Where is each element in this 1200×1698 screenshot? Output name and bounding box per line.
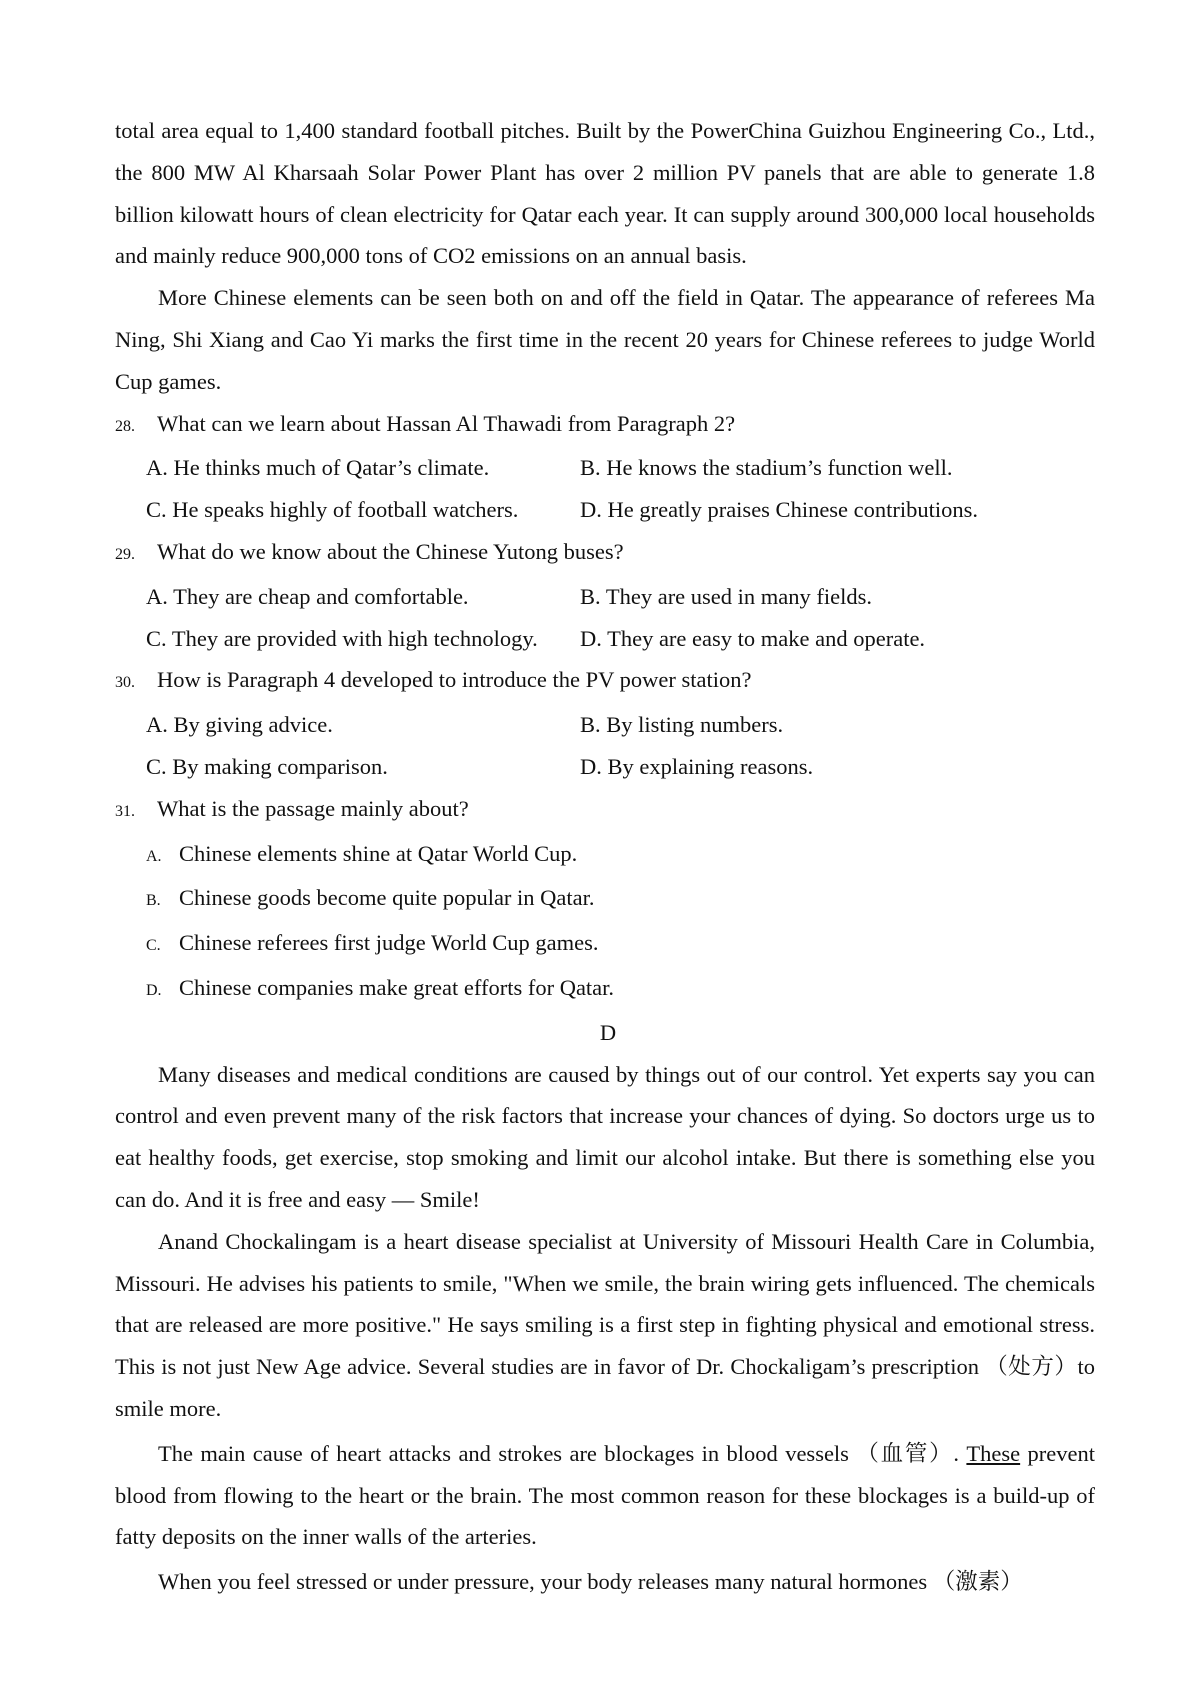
option-text: Chinese elements shine at Qatar World Cup. xyxy=(179,840,578,866)
option-c[interactable]: C. He speaks highly of football watchers. xyxy=(146,497,519,523)
question-30 xyxy=(115,659,1095,704)
option-d[interactable] xyxy=(146,967,1095,1012)
option-d[interactable]: D. He greatly praises Chinese contributions. xyxy=(580,497,979,523)
paragraph-referees: More Chinese elements can be seen both on and off the field in Qatar. The appearance of referees Ma Ning, Shi Xiang and Cao Yi marks the first time in the recent 20 years for Chinese referees to judge World Cup games. xyxy=(115,285,1095,394)
paragraph-heart-attacks xyxy=(115,1433,1095,1558)
option-d[interactable]: D. By explaining reasons. xyxy=(580,753,814,779)
option-letter: C. xyxy=(146,937,161,955)
option-b[interactable]: B. By listing numbers. xyxy=(580,712,784,738)
question-29 xyxy=(115,531,1095,576)
option-c[interactable]: C. They are provided with high technology. xyxy=(146,625,538,651)
paragraph-diseases: Many diseases and medical conditions are caused by things out of our control. Yet experts say you can control and even prevent many of the risk factors that increase your chances of dying. So doctors urge us to eat healthy foods, get exercise, stop smoking and limit our alcohol intake. But there is something else you can do. And it is free and easy — Smile! xyxy=(115,1061,1095,1212)
question-number: 29. xyxy=(115,545,135,563)
option-text: Chinese goods become quite popular in Qatar. xyxy=(179,885,595,911)
paragraph-stress: When you feel stressed or under pressure, your body releases many natural hormones （激素） xyxy=(158,1569,1023,1595)
option-a[interactable]: A. By giving advice. xyxy=(146,712,333,738)
question-number: 28. xyxy=(115,417,135,435)
option-letter: B. xyxy=(146,892,161,910)
section-heading: D xyxy=(599,1019,617,1045)
option-text: Chinese referees first judge World Cup games. xyxy=(179,930,599,956)
option-b[interactable] xyxy=(146,877,1095,922)
question-number: 31. xyxy=(115,802,135,820)
option-b[interactable]: B. He knows the stadium’s function well. xyxy=(580,455,953,481)
underlined-word: These xyxy=(966,1440,1021,1466)
question-31 xyxy=(115,788,1095,833)
option-d[interactable]: D. They are easy to make and operate. xyxy=(580,625,926,651)
option-text: Chinese companies make great efforts for Qatar. xyxy=(179,974,615,1000)
question-text: What do we know about the Chinese Yutong buses? xyxy=(157,538,624,564)
option-a[interactable]: A. He thinks much of Qatar’s climate. xyxy=(146,455,490,481)
option-a[interactable]: A. They are cheap and comfortable. xyxy=(146,583,469,609)
option-c[interactable]: C. By making comparison. xyxy=(146,753,388,779)
option-a[interactable] xyxy=(146,833,1095,878)
question-30-options xyxy=(146,704,1095,788)
question-text: How is Paragraph 4 developed to introduce the PV power station? xyxy=(157,667,752,693)
question-31-options xyxy=(146,833,1095,1012)
question-28 xyxy=(115,403,1095,448)
question-text: What can we learn about Hassan Al Thawadi from Paragraph 2? xyxy=(157,410,736,436)
option-c[interactable] xyxy=(146,922,1095,967)
question-28-options xyxy=(146,447,1095,531)
question-number: 30. xyxy=(115,674,135,692)
option-letter: A. xyxy=(146,847,162,865)
option-b[interactable]: B. They are used in many fields. xyxy=(580,583,873,609)
option-letter: D. xyxy=(146,981,162,999)
paragraph-text-after: prevent blood from flowing to the heart or the brain. The most common reason for these blockages is a build-up of fatty deposits on the inner walls of the arteries. xyxy=(115,1440,1095,1550)
paragraph-text-before: The main cause of heart attacks and strokes are blockages in blood vessels （血管）. xyxy=(158,1440,967,1466)
document-page xyxy=(115,110,1095,1603)
question-29-options xyxy=(146,576,1095,660)
question-text: What is the passage mainly about? xyxy=(157,795,469,821)
paragraph-solar-plant: total area equal to 1,400 standard football pitches. Built by the PowerChina Guizhou Engineering Co., Ltd., the 800 MW Al Kharsaah Solar Power Plant has over 2 million PV panels that are able to generate 1.8 billion kilowatt hours of clean electricity for Qatar each year. It can supply around 300,000 local households and mainly reduce 900,000 tons of CO2 emissions on an annual basis. xyxy=(115,118,1095,269)
paragraph-chockalingam: Anand Chockalingam is a heart disease specialist at University of Missouri Health Care in Columbia, Missouri. He advises his patients to smile, "When we smile, the brain wiring gets influenced. The chemicals that are released are more positive." He says smiling is a first step in fighting physical and emotional stress. This is not just New Age advice. Several studies are in favor of Dr. Chockaligam’s prescription （处方）to smile more. xyxy=(115,1228,1095,1421)
